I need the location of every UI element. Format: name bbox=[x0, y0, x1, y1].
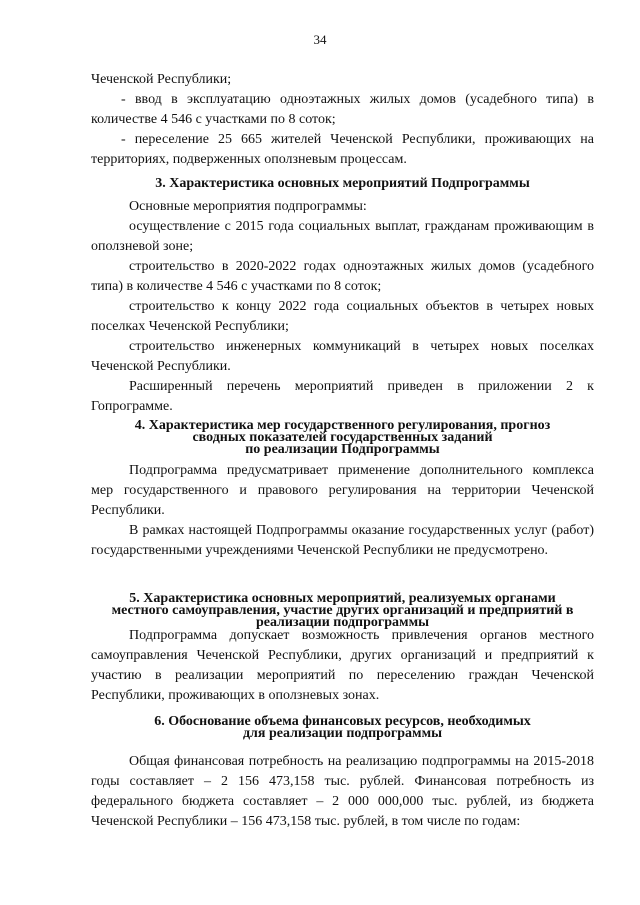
section5-heading bbox=[91, 593, 594, 629]
section4-heading-line: сводных показателей государственных заданий bbox=[192, 430, 493, 445]
intro-bullet-houses: - ввод в эксплуатацию одноэтажных жилых домов (усадебного типа) в количестве 4 546 с участками по 8 соток; bbox=[91, 92, 594, 127]
section3-paragraph: строительство инженерных коммуникаций в четырех новых поселках Чеченской Республики. bbox=[91, 339, 594, 374]
intro-line: Чеченской Республики; bbox=[91, 72, 232, 87]
section3-paragraph: строительство в 2020-2022 годах одноэтажных жилых домов (усадебного типа) в количестве 4 546 с участками по 8 соток; bbox=[91, 259, 594, 294]
section4-heading-line: 4. Характеристика мер государственного регулирования, прогноз bbox=[134, 418, 551, 433]
section3-heading-line: 3. Характеристика основных мероприятий Подпрограммы bbox=[155, 176, 530, 191]
section4-heading-line: по реализации Подпрограммы bbox=[245, 442, 440, 457]
intro-block bbox=[91, 70, 594, 170]
section6-paragraph: Общая финансовая потребность на реализацию подпрограммы на 2015-2018 годы составляет – 2 156 473,158 тыс. рублей. Финансовая потребность из федерального бюджета составляет – 2 000 000,000 тыс. рублей, из бюджета Чеченской Республики – 156 473,158 тыс. рублей, в том числе по годам: bbox=[91, 754, 594, 829]
section6-heading bbox=[91, 716, 594, 740]
section3-heading bbox=[91, 178, 594, 190]
section5-body bbox=[91, 626, 594, 706]
section6-body bbox=[91, 752, 594, 832]
section6-heading-line: 6. Обоснование объема финансовых ресурсов, необходимых bbox=[154, 714, 531, 729]
section3-paragraph: Основные мероприятия подпрограммы: bbox=[129, 199, 367, 214]
section3-paragraph: осуществление с 2015 года социальных выплат, гражданам проживающим в оползневой зоне; bbox=[91, 219, 594, 254]
section3-body bbox=[91, 197, 594, 417]
section5-heading-line: реализации подпрограммы bbox=[255, 615, 430, 630]
section6-heading-line: для реализации подпрограммы bbox=[242, 726, 443, 741]
section3-paragraph: Расширенный перечень мероприятий приведен в приложении 2 к Гопрограмме. bbox=[91, 379, 594, 414]
intro-bullet-resettlement: - переселение 25 665 жителей Чеченской Республики, проживающих на территориях, подверженных оползневым процессам. bbox=[91, 132, 594, 167]
section4-heading bbox=[91, 420, 594, 456]
section4-paragraph: Подпрограмма предусматривает применение дополнительного комплекса мер государственного и правового регулирования на территории Чеченской Республики. bbox=[91, 463, 594, 518]
section5-paragraph: Подпрограмма допускает возможность привлечения органов местного самоуправления Чеченской Республики, других организаций и предприятий к участию в реализации мероприятий по переселению граждан Чеченской Республики, проживающих в оползневых зонах. bbox=[91, 628, 594, 703]
section5-heading-line: местного самоуправления, участие других организаций и предприятий в bbox=[111, 603, 574, 618]
page-number: 34 bbox=[313, 32, 327, 47]
section4-body bbox=[91, 461, 594, 561]
section3-paragraph: строительство к концу 2022 года социальных объектов в четырех новых поселках Чеченской Республики; bbox=[91, 299, 594, 334]
section5-heading-line: 5. Характеристика основных мероприятий, реализуемых органами bbox=[129, 591, 556, 606]
section4-paragraph: В рамках настоящей Подпрограммы оказание государственных услуг (работ) государственными учреждениями Чеченской Республики не предусмотрено. bbox=[91, 523, 594, 558]
